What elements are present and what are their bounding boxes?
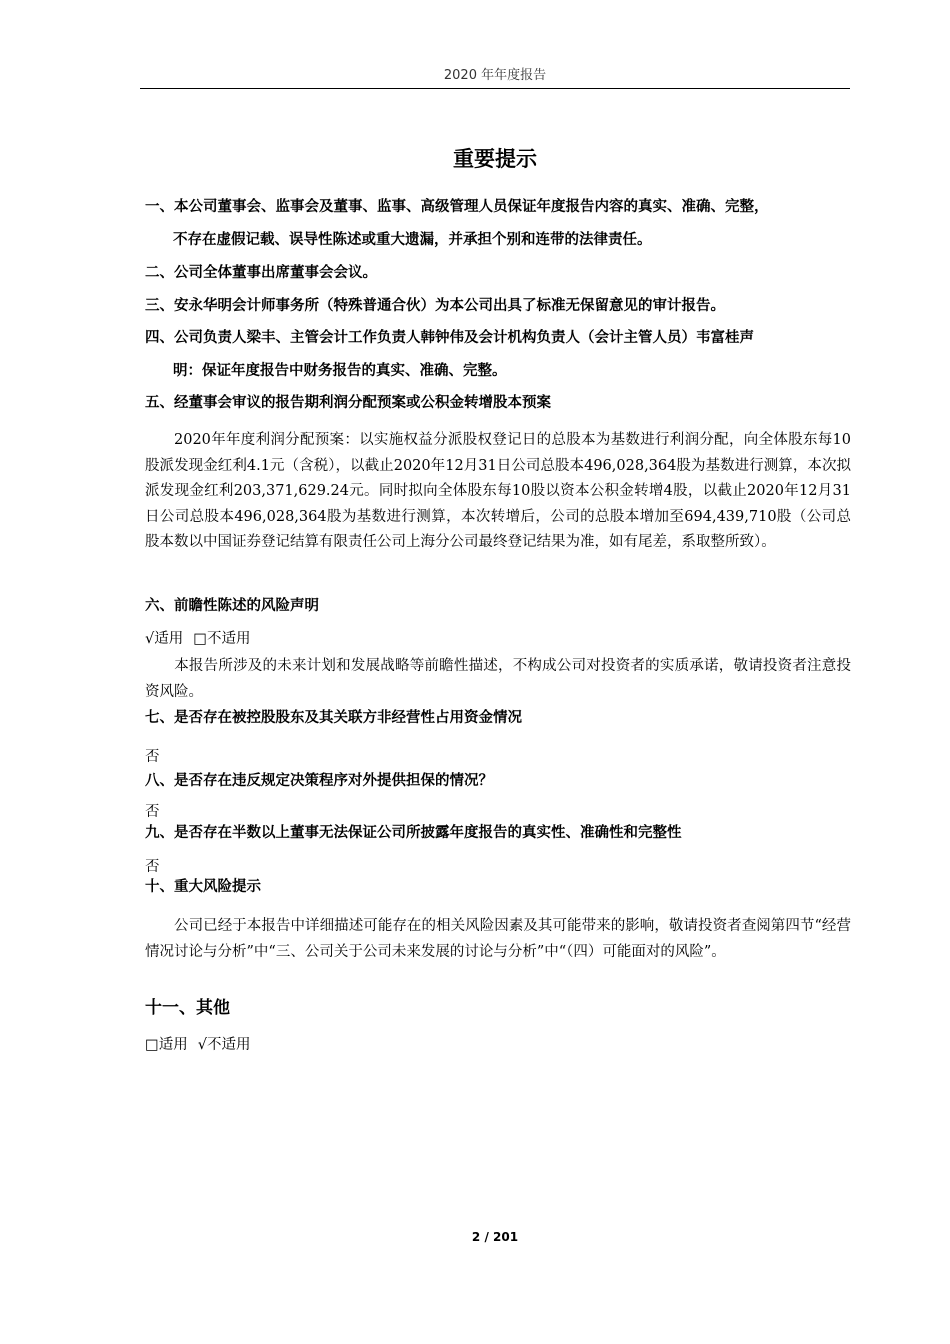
item-7-answer: 否 — [145, 749, 160, 765]
item-6-body-text: 本报告所涉及的未来计划和发展战略等前瞻性描述，不构成公司对投资者的实质承诺，敬请投资者注意投资风险。 — [145, 658, 851, 700]
item-8-answer: 否 — [145, 804, 160, 820]
item-7-heading: 七、是否存在被控股股东及其关联方非经营性占用资金情况 — [145, 710, 522, 726]
page-number: 2 / 201 — [471, 1230, 519, 1244]
item-11-heading: 十一、其他 — [145, 998, 230, 1018]
item-6-options — [145, 628, 260, 650]
item-1-heading-cont: 不存在虚假记载、误导性陈述或重大遗漏，并承担个别和连带的法律责任。 — [173, 232, 652, 248]
item-4-heading-cont: 明：保证年度报告中财务报告的真实、准确、完整。 — [173, 363, 507, 379]
running-header: 2020 年年度报告 — [443, 68, 547, 83]
item-3-heading: 三、安永华明会计师事务所（特殊普通合伙）为本公司出具了标准无保留意见的审计报告。 — [145, 298, 725, 314]
item-6-heading: 六、前瞻性陈述的风险声明 — [145, 598, 319, 614]
item-11-options — [145, 1034, 260, 1056]
item-5-body — [145, 428, 851, 556]
item-1-heading: 一、本公司董事会、监事会及董事、监事、高级管理人员保证年度报告内容的真实、准确、完整， — [145, 199, 769, 215]
item-5-body-text: 2020年年度利润分配预案：以实施权益分派股权登记日的总股本为基数进行利润分配，向全体股东每10股派发现金红利4.1元（含税），以截止2020年12月31日公司总股本496,028,364股为基数进行测算，本次拟派发现金红利203,371,629.24元。同时拟向全体股东每10股以资本公积金转增4股，以截止2020年12月31日公司总股本496,028,364股为基数进行测算，本次转增后，公司的总股本增加至694,439,710股（公司总股本数以中国证券登记结算有限责任公司上海分公司最终登记结果为准，如有尾差，系取整所致）。 — [145, 432, 851, 550]
item-10-heading: 十、重大风险提示 — [145, 879, 261, 895]
item-9-answer: 否 — [145, 859, 160, 875]
item-5-heading: 五、经董事会审议的报告期利润分配预案或公积金转增股本预案 — [145, 395, 551, 411]
item-6-body — [145, 654, 851, 705]
not-applicable-checked: √不适用 — [197, 1037, 251, 1053]
page-title: 重要提示 — [453, 147, 537, 171]
item-10-body — [145, 914, 851, 965]
not-applicable-unchecked: □不适用 — [193, 631, 251, 647]
item-8-heading: 八、是否存在违反规定决策程序对外提供担保的情况？ — [145, 773, 493, 789]
applicable-unchecked: □适用 — [145, 1037, 188, 1053]
item-10-body-text: 公司已经于本报告中详细描述可能存在的相关风险因素及其可能带来的影响，敬请投资者查阅第四节“经营情况讨论与分析”中“三、公司关于公司未来发展的讨论与分析”中“（四）可能面对的风险”。 — [145, 918, 851, 960]
header-rule — [140, 88, 850, 89]
applicable-checked: √适用 — [145, 631, 184, 647]
item-4-heading: 四、公司负责人梁丰、主管会计工作负责人韩钟伟及会计机构负责人（会计主管人员）韦富桂声 — [145, 330, 754, 346]
item-9-heading: 九、是否存在半数以上董事无法保证公司所披露年度报告的真实性、准确性和完整性 — [145, 825, 682, 841]
item-2-heading: 二、公司全体董事出席董事会会议。 — [145, 265, 377, 281]
